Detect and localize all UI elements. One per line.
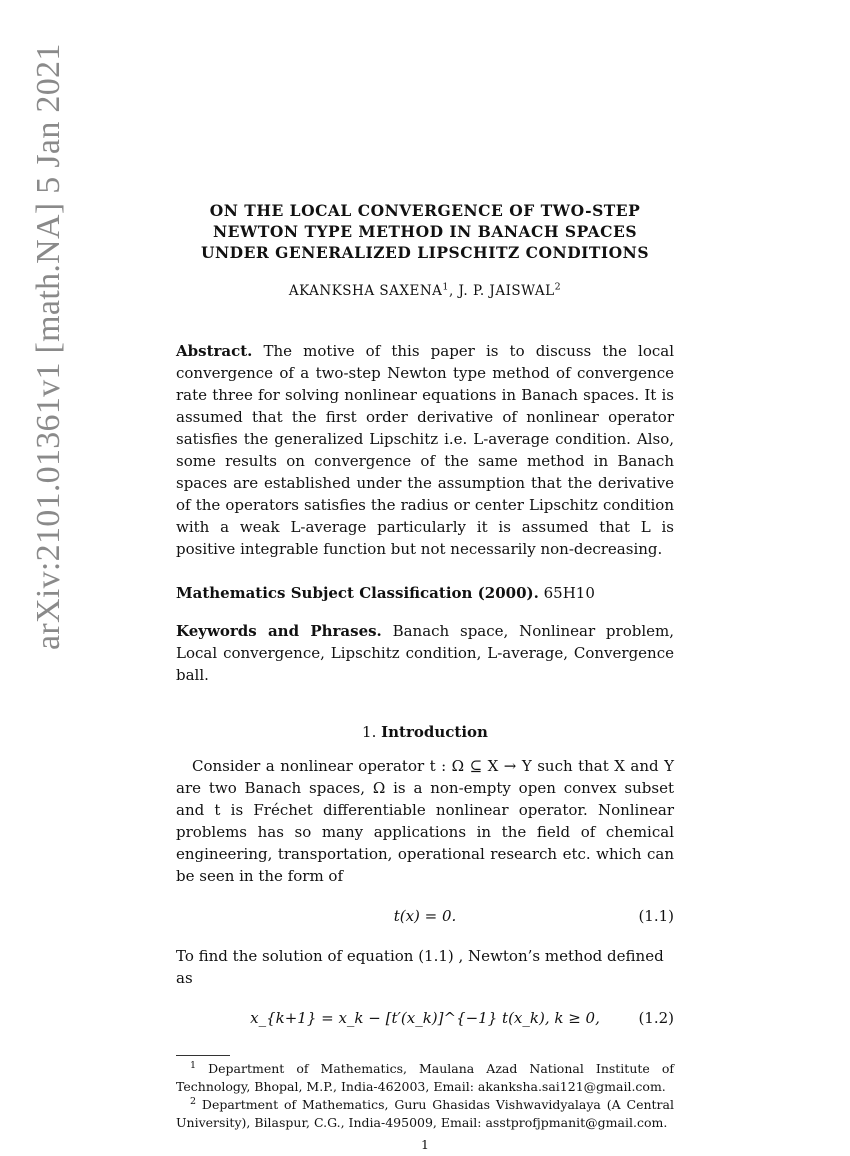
section-heading	[176, 721, 674, 743]
msc-classification	[176, 582, 674, 604]
footnote-separator	[176, 1055, 230, 1056]
method-sentence: To find the solution of equation (1.1) , Newton’s method defined as	[176, 947, 664, 987]
paper-page	[176, 200, 674, 1156]
equation-body: x_{k+1} = x_k − [t′(x_k)]^{−1} t(x_k), k ≥ 0,	[250, 1009, 600, 1027]
abstract-label: Abstract.	[176, 342, 253, 360]
footnote-mark: 2	[190, 1095, 197, 1107]
footnote	[176, 1060, 674, 1096]
title-line: NEWTON TYPE METHOD IN BANACH SPACES	[212, 222, 638, 241]
title-line: ON THE LOCAL CONVERGENCE OF TWO-STEP	[209, 201, 641, 220]
equation-number: (1.2)	[638, 1009, 674, 1027]
footnote-text: Department of Mathematics, Guru Ghasidas Vishwavidyalaya (A Central University), Bilaspur, C.G., India-495009, Email: asstprofjpmanit@gmail.com.	[176, 1097, 674, 1130]
footnotes	[176, 1060, 674, 1132]
section-title: Introduction	[381, 723, 488, 741]
title-line: UNDER GENERALIZED LIPSCHITZ CONDITIONS	[200, 243, 650, 262]
section-number: 1.	[362, 723, 377, 741]
abstract-text: The motive of this paper is to discuss the local convergence of a two-step Newton type method of convergence rate three for solving nonlinear equations in Banach spaces. It is assumed that the first order derivative of nonlinear operator satisfies the generalized Lipschitz i.e. L-average condition. Also, some results on convergence of the same method in Banach spaces are established under the assumption that the derivative of the operators satisfies the radius or center Lipschitz condition with a weak L-average particularly it is assumed that L is positive integrable function but not necessarily non-decreasing.	[176, 342, 674, 558]
footnote	[176, 1096, 674, 1132]
arxiv-identifier-stamp: arXiv:2101.01361v1 [math.NA] 5 Jan 2021	[30, 43, 67, 650]
author-name: J. P. JAISWAL	[458, 283, 555, 299]
footnote-text: Department of Mathematics, Maulana Azad National Institute of Technology, Bhopal, M.P., India-462003, Email: akanksha.sai121@gmail.com.	[176, 1061, 674, 1094]
keywords-label: Keywords and Phrases.	[176, 622, 382, 640]
author-separator: ,	[448, 283, 459, 299]
equation-1-2	[176, 1007, 674, 1029]
equation-number: (1.1)	[638, 907, 674, 925]
abstract	[176, 340, 674, 560]
affiliation-mark: 1	[442, 281, 449, 293]
footnote-mark: 1	[190, 1059, 197, 1071]
keywords-value: Banach space, Nonlinear problem, Local convergence, Lipschitz condition, L-average, Convergence ball.	[176, 622, 674, 684]
msc-value: 65H10	[543, 584, 595, 602]
author-name: AKANKSHA SAXENA	[288, 283, 443, 299]
page-number: 1	[421, 1137, 429, 1152]
keywords	[176, 620, 674, 686]
affiliation-mark: 2	[554, 281, 562, 293]
intro-paragraph: Consider a nonlinear operator t : Ω ⊆ X → Y such that X and Y are two Banach spaces, Ω is a non-empty open convex subset and t is Fréchet differentiable nonlinear operator. Nonlinear problems has so many applications in the field of chemical engineering, transportation, operational research etc. which can be seen in the form of	[176, 757, 674, 885]
equation-body: t(x) = 0.	[393, 907, 457, 925]
author-list	[176, 280, 674, 302]
paper-title	[176, 200, 674, 263]
equation-1-1	[176, 905, 674, 927]
msc-label: Mathematics Subject Classification (2000).	[176, 584, 539, 602]
